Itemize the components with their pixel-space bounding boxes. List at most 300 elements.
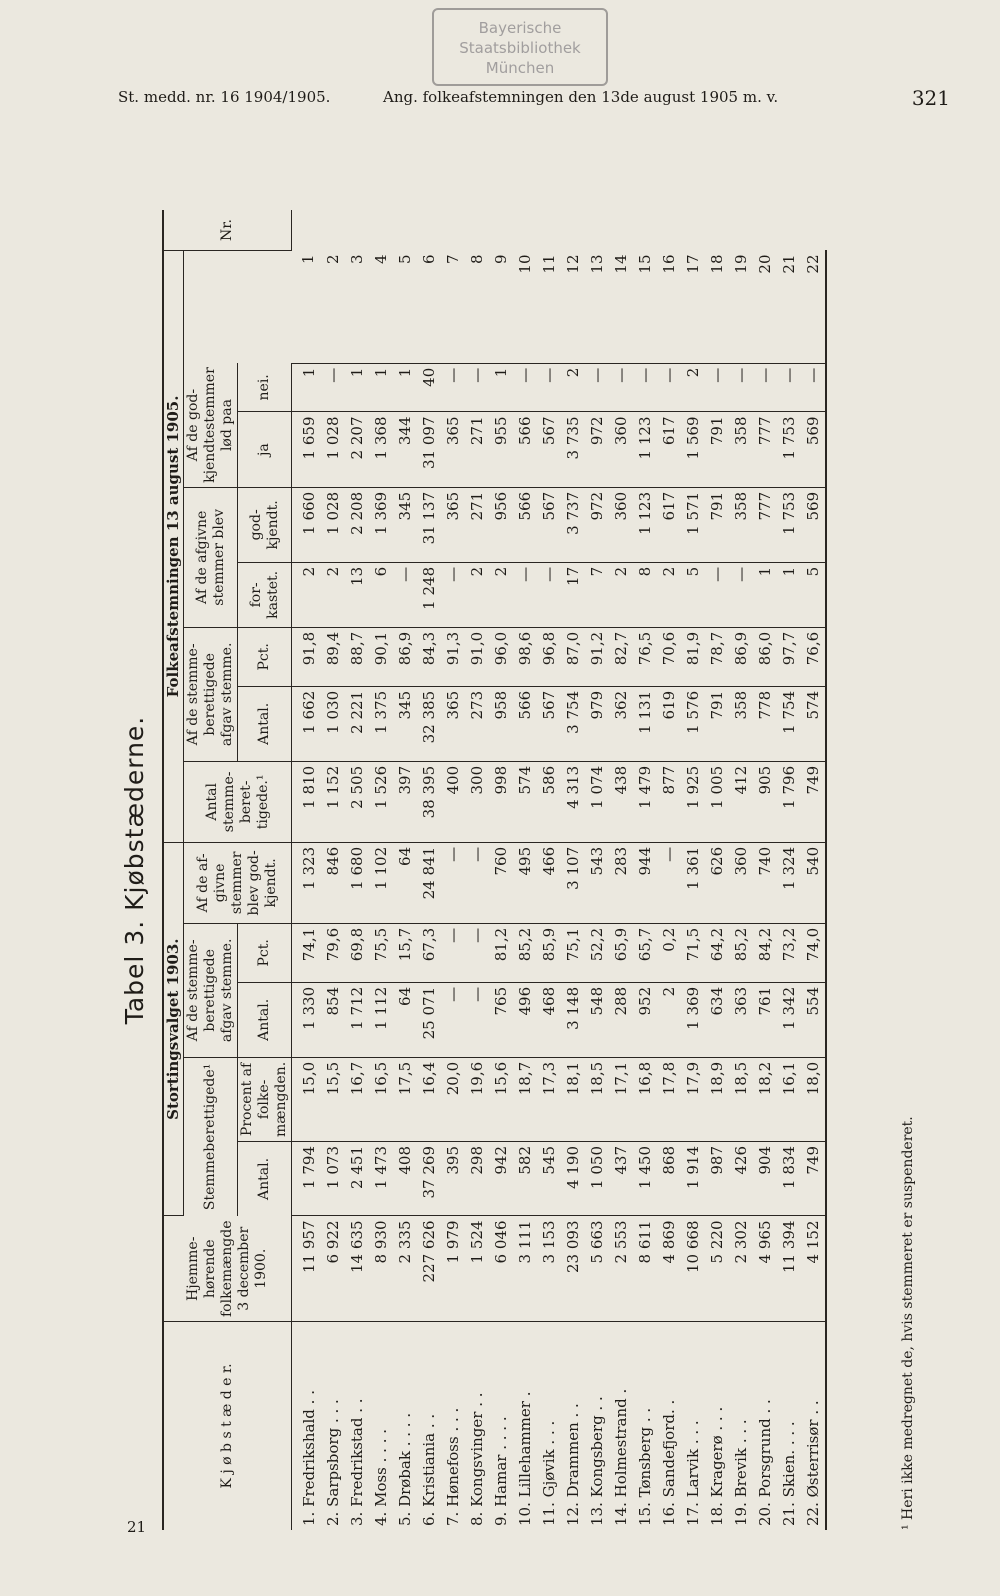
cell-elig-pct: 18,5 — [585, 1057, 609, 1141]
cell-voted-pct: 85,2 — [729, 923, 753, 982]
col-ref-answer: Af de god-kjendtestemmer lød paa — [184, 363, 238, 487]
cell-r-voted: 1 754 — [777, 686, 801, 761]
cell-voted: 25 071 — [417, 982, 441, 1057]
cell-valid: — — [657, 842, 681, 923]
cell-elig-pct: 16,7 — [345, 1057, 369, 1141]
cell-pop: 6 922 — [321, 1216, 345, 1322]
cell-voted: 64 — [393, 982, 417, 1057]
table-row — [681, 210, 705, 1530]
cell-r-pct: 70,6 — [657, 627, 681, 686]
cell-r-elig: 2 505 — [345, 761, 369, 842]
cell-appr: 956 — [489, 487, 513, 562]
cell-voted-pct: 67,3 — [417, 923, 441, 982]
cell-elig: 1 073 — [321, 1141, 345, 1216]
cell-rej: — — [441, 562, 465, 627]
table-row — [537, 210, 561, 1530]
cell-pop: 2 302 — [729, 1216, 753, 1322]
cell-valid: 1 324 — [777, 842, 801, 923]
cell-pop: 11 394 — [777, 1216, 801, 1322]
cell-elig-pct: 16,5 — [369, 1057, 393, 1141]
cell-nr: 13 — [585, 251, 609, 364]
cell-appr: 566 — [513, 487, 537, 562]
cell-pop: 23 093 — [561, 1216, 585, 1322]
cell-appr: 1 571 — [681, 487, 705, 562]
cell-r-voted: 778 — [753, 686, 777, 761]
col-yes: ja — [238, 412, 292, 487]
cell-voted: 548 — [585, 982, 609, 1057]
cell-r-elig: 1 479 — [633, 761, 657, 842]
cell-r-pct: 91,3 — [441, 627, 465, 686]
cell-r-elig: 1 005 — [705, 761, 729, 842]
cell-valid: 24 841 — [417, 842, 441, 923]
cell-no: — — [657, 363, 681, 412]
cell-yes: 1 123 — [633, 412, 657, 487]
cell-nr: 17 — [681, 251, 705, 364]
cell-r-pct: 81,9 — [681, 627, 705, 686]
cell-r-pct: 96,0 — [489, 627, 513, 686]
cell-r-pct: 82,7 — [609, 627, 633, 686]
cell-elig: 37 269 — [417, 1141, 441, 1216]
cell-appr: 3 737 — [561, 487, 585, 562]
cell-no: — — [465, 363, 489, 412]
cell-voted: — — [441, 982, 465, 1057]
cell-valid: — — [441, 842, 465, 923]
cell-r-pct: 91,2 — [585, 627, 609, 686]
cell-rej: 2 — [657, 562, 681, 627]
cell-valid: 1 680 — [345, 842, 369, 923]
cell-elig-pct: 16,1 — [777, 1057, 801, 1141]
cell-town: 19. Brevik . . . — [731, 1419, 750, 1526]
cell-appr: 777 — [753, 487, 777, 562]
cell-r-elig: 586 — [537, 761, 561, 842]
cell-voted: 1 342 — [777, 982, 801, 1057]
running-head — [118, 86, 950, 110]
cell-voted-pct: 65,9 — [609, 923, 633, 982]
cell-elig: 1 834 — [777, 1141, 801, 1216]
cell-r-elig: 1 810 — [292, 761, 322, 842]
cell-nr: 21 — [777, 251, 801, 364]
cell-nr: 3 — [345, 251, 369, 364]
cell-rej: 2 — [321, 562, 345, 627]
library-stamp — [432, 8, 608, 86]
cell-elig-pct: 18,1 — [561, 1057, 585, 1141]
cell-rej: 8 — [633, 562, 657, 627]
cell-elig-pct: 18,0 — [801, 1057, 826, 1141]
col-ref-voted-pct: Pct. — [238, 627, 292, 686]
table-row — [417, 210, 441, 1530]
cell-r-voted: 1 375 — [369, 686, 393, 761]
cell-r-voted: 566 — [513, 686, 537, 761]
cell-valid: 1 323 — [292, 842, 322, 923]
cell-elig: 4 190 — [561, 1141, 585, 1216]
cell-rej: 2 — [292, 562, 322, 627]
table-row — [513, 210, 537, 1530]
cell-nr: 1 — [292, 251, 322, 364]
cell-elig: 942 — [489, 1141, 513, 1216]
cell-town: 18. Kragerø . . . — [707, 1406, 726, 1526]
cell-pop: 1 524 — [465, 1216, 489, 1322]
cell-elig-pct: 16,8 — [633, 1057, 657, 1141]
cell-pop: 4 965 — [753, 1216, 777, 1322]
cell-appr: 271 — [465, 487, 489, 562]
cell-elig-pct: 18,2 — [753, 1057, 777, 1141]
cell-rej: 6 — [369, 562, 393, 627]
cell-nr: 14 — [609, 251, 633, 364]
cell-voted: 554 — [801, 982, 826, 1057]
cell-voted-pct: 65,7 — [633, 923, 657, 982]
cell-elig: 868 — [657, 1141, 681, 1216]
cell-voted-pct: 75,1 — [561, 923, 585, 982]
cell-valid: 283 — [609, 842, 633, 923]
cell-yes: 358 — [729, 412, 753, 487]
cell-voted-pct: 85,9 — [537, 923, 561, 982]
col-ref-cast: Af de afgivne stemmer blev — [184, 487, 238, 627]
cell-appr: 345 — [393, 487, 417, 562]
cell-voted: 1 712 — [345, 982, 369, 1057]
col-ref-eligible: Antal stemme-beret-tigede.¹ — [184, 761, 292, 842]
cell-elig-pct: 18,7 — [513, 1057, 537, 1141]
cell-elig: 437 — [609, 1141, 633, 1216]
cell-r-voted: 1 030 — [321, 686, 345, 761]
cell-r-elig: 749 — [801, 761, 826, 842]
col-eligible: Stemmeberettigede¹ — [184, 1057, 238, 1216]
cell-pop: 4 869 — [657, 1216, 681, 1322]
cell-elig: 545 — [537, 1141, 561, 1216]
cell-town: 10. Lillehammer . — [515, 1391, 534, 1526]
cell-rej: 5 — [681, 562, 705, 627]
cell-yes: 567 — [537, 412, 561, 487]
cell-pop: 2 553 — [609, 1216, 633, 1322]
cell-pop: 1 979 — [441, 1216, 465, 1322]
cell-voted-pct: 74,1 — [292, 923, 322, 982]
cell-town: 14. Holmestrand . — [611, 1388, 630, 1526]
cell-elig-pct: 18,5 — [729, 1057, 753, 1141]
cell-r-pct: 89,4 — [321, 627, 345, 686]
col-ref-voted: Af de stemme-berettigede afgav stemme. — [184, 627, 238, 761]
cell-voted: — — [465, 982, 489, 1057]
publication-ref: St. medd. nr. 16 1904/1905. — [118, 88, 331, 106]
cell-voted: 288 — [609, 982, 633, 1057]
cell-nr: 6 — [417, 251, 441, 364]
cell-elig-pct: 15,0 — [292, 1057, 322, 1141]
table-row — [393, 210, 417, 1530]
cell-elig-pct: 17,5 — [393, 1057, 417, 1141]
cell-yes: 360 — [609, 412, 633, 487]
cell-no: — — [537, 363, 561, 412]
cell-rej: 1 248 — [417, 562, 441, 627]
cell-r-voted: 1 576 — [681, 686, 705, 761]
cell-no: — — [705, 363, 729, 412]
cell-nr: 5 — [393, 251, 417, 364]
cell-yes: 955 — [489, 412, 513, 487]
cell-elig-pct: 19,6 — [465, 1057, 489, 1141]
cell-r-pct: 86,9 — [393, 627, 417, 686]
cell-voted-pct: 64,2 — [705, 923, 729, 982]
group-referendum: Folkeafstemningen 13 august 1905. — [163, 251, 184, 843]
col-ref-voted-count: Antal. — [238, 686, 292, 761]
cell-yes: 1 569 — [681, 412, 705, 487]
cell-town: 8. Kongsvinger . . — [467, 1392, 486, 1526]
cell-town: 21. Skien. . . . — [779, 1421, 798, 1526]
cell-town: 3. Fredrikstad . . — [347, 1398, 366, 1526]
cell-elig-pct: 15,5 — [321, 1057, 345, 1141]
cell-rej: 2 — [489, 562, 513, 627]
cell-r-voted: 32 385 — [417, 686, 441, 761]
cell-town: 11. Gjøvik . . . — [539, 1420, 558, 1526]
cell-pop: 11 957 — [292, 1216, 322, 1322]
cell-r-pct: 76,6 — [801, 627, 826, 686]
table-row — [753, 210, 777, 1530]
cell-appr: 617 — [657, 487, 681, 562]
cell-voted-pct: 74,0 — [801, 923, 826, 982]
cell-appr: 1 660 — [292, 487, 322, 562]
cell-no: 1 — [345, 363, 369, 412]
cell-elig: 582 — [513, 1141, 537, 1216]
cell-yes: 3 735 — [561, 412, 585, 487]
cell-yes: 566 — [513, 412, 537, 487]
cell-r-voted: 574 — [801, 686, 826, 761]
table-row — [489, 210, 513, 1530]
cell-pop: 4 152 — [801, 1216, 826, 1322]
cell-elig: 1 794 — [292, 1141, 322, 1216]
footnote: ¹ Heri ikke medregnet de, hvis stemmeret er suspenderet. — [900, 1116, 916, 1530]
cell-voted-pct: 84,2 — [753, 923, 777, 982]
cell-voted: 2 — [657, 982, 681, 1057]
cell-elig: 426 — [729, 1141, 753, 1216]
cell-pop: 5 663 — [585, 1216, 609, 1322]
table-row — [369, 210, 393, 1530]
cell-yes: 569 — [801, 412, 826, 487]
cell-yes: 365 — [441, 412, 465, 487]
cell-elig: 408 — [393, 1141, 417, 1216]
cell-appr: 1 123 — [633, 487, 657, 562]
cell-elig: 749 — [801, 1141, 826, 1216]
col-eligible-count: Antal. — [238, 1141, 292, 1216]
cell-voted-pct: — — [465, 923, 489, 982]
cell-voted-pct: 0,2 — [657, 923, 681, 982]
cell-elig: 987 — [705, 1141, 729, 1216]
cell-pop: 8 930 — [369, 1216, 393, 1322]
cell-yes: 271 — [465, 412, 489, 487]
col-no: nei. — [238, 363, 292, 412]
cell-voted: 496 — [513, 982, 537, 1057]
cell-appr: 2 208 — [345, 487, 369, 562]
table-row — [609, 210, 633, 1530]
cell-town: 9. Hamar . . . . — [491, 1416, 510, 1526]
cell-appr: 567 — [537, 487, 561, 562]
cell-voted: 1 112 — [369, 982, 393, 1057]
cell-yes: 972 — [585, 412, 609, 487]
cell-no: 1 — [489, 363, 513, 412]
stamp-line: Staatsbibliothek — [459, 39, 581, 57]
cell-town: 4. Moss . . . . — [371, 1428, 390, 1526]
cell-town: 6. Kristiania . . — [419, 1413, 438, 1526]
cell-r-voted: 345 — [393, 686, 417, 761]
cell-r-voted: 1 131 — [633, 686, 657, 761]
cell-rej: 1 — [777, 562, 801, 627]
cell-no: — — [585, 363, 609, 412]
table-row — [705, 210, 729, 1530]
table-row — [292, 210, 322, 1530]
cell-nr: 19 — [729, 251, 753, 364]
cell-yes: 1 368 — [369, 412, 393, 487]
cell-no: — — [801, 363, 826, 412]
cell-elig: 1 050 — [585, 1141, 609, 1216]
cell-appr: 360 — [609, 487, 633, 562]
cell-nr: 9 — [489, 251, 513, 364]
cell-r-pct: 87,0 — [561, 627, 585, 686]
cell-voted: 468 — [537, 982, 561, 1057]
cell-valid: 944 — [633, 842, 657, 923]
cell-r-elig: 4 313 — [561, 761, 585, 842]
cell-nr: 11 — [537, 251, 561, 364]
cell-town: 12. Drammen . . — [563, 1403, 582, 1526]
cell-r-elig: 438 — [609, 761, 633, 842]
page-number: 321 — [911, 86, 950, 110]
cell-valid: 846 — [321, 842, 345, 923]
cell-valid: — — [465, 842, 489, 923]
cell-nr: 8 — [465, 251, 489, 364]
cell-rej: — — [705, 562, 729, 627]
cell-valid: 540 — [801, 842, 826, 923]
cell-elig-pct: 18,9 — [705, 1057, 729, 1141]
cell-town: 17. Larvik . . . — [683, 1420, 702, 1526]
cell-voted-pct: 85,2 — [513, 923, 537, 982]
cell-yes: 1 659 — [292, 412, 322, 487]
cell-r-pct: 97,7 — [777, 627, 801, 686]
cell-r-pct: 76,5 — [633, 627, 657, 686]
cell-pop: 3 153 — [537, 1216, 561, 1322]
col-voted: Af de stemme-berettigede afgav stemme. — [184, 923, 238, 1057]
cell-r-pct: 84,3 — [417, 627, 441, 686]
cell-no: 40 — [417, 363, 441, 412]
cell-voted: 1 369 — [681, 982, 705, 1057]
cell-no: — — [777, 363, 801, 412]
cell-yes: 617 — [657, 412, 681, 487]
col-town: K j ø b s t æ d e r. — [163, 1322, 292, 1531]
cell-valid: 360 — [729, 842, 753, 923]
cell-elig: 1 473 — [369, 1141, 393, 1216]
table-title: Tabel 3. Kjøbstæderne. — [120, 715, 149, 1025]
cell-town: 7. Hønefoss . . . — [443, 1407, 462, 1526]
table-row — [321, 210, 345, 1530]
section-title: Ang. folkeafstemningen den 13de august 1905 m. v. — [383, 88, 779, 106]
table-row — [561, 210, 585, 1530]
cell-no: 1 — [369, 363, 393, 412]
cell-voted: 765 — [489, 982, 513, 1057]
cell-valid: 1 361 — [681, 842, 705, 923]
cell-elig-pct: 17,9 — [681, 1057, 705, 1141]
cell-appr: 791 — [705, 487, 729, 562]
cell-no: — — [609, 363, 633, 412]
cell-appr: 1 028 — [321, 487, 345, 562]
cell-r-elig: 397 — [393, 761, 417, 842]
cell-pop: 14 635 — [345, 1216, 369, 1322]
col-nr: Nr. — [163, 210, 292, 251]
cell-rej: 13 — [345, 562, 369, 627]
cell-r-pct: 91,8 — [292, 627, 322, 686]
col-ref-rejected: for-kastet. — [238, 562, 292, 627]
cell-voted-pct: 75,5 — [369, 923, 393, 982]
cell-voted-pct: 81,2 — [489, 923, 513, 982]
cell-pop: 6 046 — [489, 1216, 513, 1322]
col-valid-1903: Af de af-givne stemmer blev god-kjendt. — [184, 842, 292, 923]
cell-pop: 227 626 — [417, 1216, 441, 1322]
cell-valid: 3 107 — [561, 842, 585, 923]
cell-r-elig: 574 — [513, 761, 537, 842]
cell-pop: 5 220 — [705, 1216, 729, 1322]
cell-elig: 298 — [465, 1141, 489, 1216]
cell-pop: 3 111 — [513, 1216, 537, 1322]
cell-r-pct: 91,0 — [465, 627, 489, 686]
cell-rej: 17 — [561, 562, 585, 627]
cell-r-elig: 877 — [657, 761, 681, 842]
cell-appr: 1 753 — [777, 487, 801, 562]
cell-valid: 64 — [393, 842, 417, 923]
cell-r-voted: 2 221 — [345, 686, 369, 761]
cell-town: 2. Sarpsborg . . . — [323, 1399, 342, 1526]
cell-r-pct: 86,9 — [729, 627, 753, 686]
cell-rej: — — [729, 562, 753, 627]
cell-valid: 760 — [489, 842, 513, 923]
cell-no: 2 — [561, 363, 585, 412]
cell-elig-pct: 17,3 — [537, 1057, 561, 1141]
cell-r-pct: 90,1 — [369, 627, 393, 686]
table-row — [801, 210, 826, 1530]
table-row — [585, 210, 609, 1530]
cell-r-voted: 365 — [441, 686, 465, 761]
cell-appr: 569 — [801, 487, 826, 562]
cell-town: 5. Drøbak . . . . — [395, 1412, 414, 1526]
col-ref-approved: god-kjendt. — [238, 487, 292, 562]
cell-valid: 740 — [753, 842, 777, 923]
stamp-line: Bayerische — [478, 19, 562, 37]
cell-r-elig: 905 — [753, 761, 777, 842]
cell-r-pct: 88,7 — [345, 627, 369, 686]
cell-r-elig: 1 526 — [369, 761, 393, 842]
cell-rej: — — [537, 562, 561, 627]
cell-elig: 1 914 — [681, 1141, 705, 1216]
cell-elig-pct: 17,1 — [609, 1057, 633, 1141]
cell-valid: 626 — [705, 842, 729, 923]
cell-voted-pct: — — [441, 923, 465, 982]
cell-rej: — — [513, 562, 537, 627]
cell-r-elig: 1 925 — [681, 761, 705, 842]
cell-nr: 2 — [321, 251, 345, 364]
cell-yes: 344 — [393, 412, 417, 487]
table-row — [441, 210, 465, 1530]
cell-no: 2 — [681, 363, 705, 412]
cell-elig-pct: 17,8 — [657, 1057, 681, 1141]
cell-voted: 761 — [753, 982, 777, 1057]
cell-r-voted: 358 — [729, 686, 753, 761]
cell-voted-pct: 79,6 — [321, 923, 345, 982]
cell-voted: 363 — [729, 982, 753, 1057]
cell-town: 1. Fredrikshald . . — [299, 1390, 318, 1526]
cell-elig: 904 — [753, 1141, 777, 1216]
cell-town: 20. Porsgrund . . — [755, 1399, 774, 1526]
cell-valid: 543 — [585, 842, 609, 923]
cell-r-elig: 38 395 — [417, 761, 441, 842]
cell-nr: 15 — [633, 251, 657, 364]
cell-yes: 791 — [705, 412, 729, 487]
col-voted-count: Antal. — [238, 982, 292, 1057]
cell-nr: 10 — [513, 251, 537, 364]
cell-no: — — [513, 363, 537, 412]
cell-pop: 8 611 — [633, 1216, 657, 1322]
cell-r-elig: 998 — [489, 761, 513, 842]
col-population: Hjemme-hørende folkemængde 3 december 1900. — [163, 1216, 292, 1322]
